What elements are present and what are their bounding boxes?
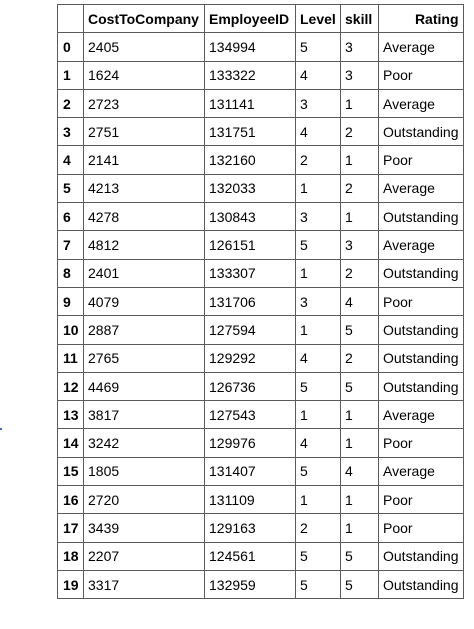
row-index: 6 (58, 203, 84, 231)
table-row (58, 570, 464, 598)
column-header-employeeid: EmployeeID (205, 5, 296, 33)
cell-level: 4 (296, 118, 341, 146)
cell-employeeid: 133307 (205, 259, 296, 287)
row-index: 13 (58, 401, 84, 429)
cell-costtocompany: 2405 (84, 33, 205, 61)
row-index: 4 (58, 146, 84, 174)
row-index: 9 (58, 287, 84, 315)
table-row (58, 61, 464, 89)
column-header-level: Level (296, 5, 341, 33)
cell-level: 5 (296, 33, 341, 61)
row-index: 16 (58, 486, 84, 514)
cell-rating: Average (379, 457, 464, 485)
dataframe-table (57, 4, 464, 599)
cell-level: 1 (296, 259, 341, 287)
table-row (58, 231, 464, 259)
cell-costtocompany: 4079 (84, 287, 205, 315)
cell-level: 1 (296, 174, 341, 202)
cell-employeeid: 131141 (205, 89, 296, 117)
table-row (58, 429, 464, 457)
cell-level: 3 (296, 89, 341, 117)
table-row (58, 514, 464, 542)
cell-level: 3 (296, 203, 341, 231)
cell-skill: 2 (341, 118, 379, 146)
row-index: 10 (58, 316, 84, 344)
cell-level: 5 (296, 457, 341, 485)
cell-costtocompany: 3242 (84, 429, 205, 457)
cell-costtocompany: 2720 (84, 486, 205, 514)
cell-rating: Average (379, 89, 464, 117)
cell-costtocompany: 3817 (84, 401, 205, 429)
cell-level: 5 (296, 372, 341, 400)
row-index: 2 (58, 89, 84, 117)
row-index: 12 (58, 372, 84, 400)
table-row (58, 118, 464, 146)
cell-level: 1 (296, 316, 341, 344)
cell-costtocompany: 2207 (84, 542, 205, 570)
cell-costtocompany: 3439 (84, 514, 205, 542)
cell-rating: Average (379, 231, 464, 259)
cell-level: 2 (296, 146, 341, 174)
cell-employeeid: 129292 (205, 344, 296, 372)
row-index: 3 (58, 118, 84, 146)
cell-level: 4 (296, 344, 341, 372)
cell-costtocompany: 2751 (84, 118, 205, 146)
cell-skill: 2 (341, 259, 379, 287)
cell-rating: Poor (379, 514, 464, 542)
cell-skill: 5 (341, 372, 379, 400)
table-row (58, 287, 464, 315)
cell-rating: Poor (379, 486, 464, 514)
cell-rating: Outstanding (379, 372, 464, 400)
cell-skill: 1 (341, 146, 379, 174)
cell-employeeid: 132959 (205, 570, 296, 598)
table-row (58, 146, 464, 174)
table-row (58, 33, 464, 61)
cell-skill: 1 (341, 514, 379, 542)
cell-level: 1 (296, 486, 341, 514)
table-row (58, 316, 464, 344)
cell-costtocompany: 4469 (84, 372, 205, 400)
cell-skill: 5 (341, 542, 379, 570)
column-header-costtocompany: CostToCompany (84, 5, 205, 33)
cell-employeeid: 126736 (205, 372, 296, 400)
table-row (58, 174, 464, 202)
cell-employeeid: 131706 (205, 287, 296, 315)
cell-employeeid: 134994 (205, 33, 296, 61)
cell-level: 5 (296, 570, 341, 598)
cell-level: 2 (296, 514, 341, 542)
cell-level: 1 (296, 401, 341, 429)
cell-skill: 2 (341, 174, 379, 202)
cell-skill: 1 (341, 89, 379, 117)
table-body (58, 33, 464, 599)
index-header (58, 5, 84, 33)
cell-employeeid: 131751 (205, 118, 296, 146)
row-index: 0 (58, 33, 84, 61)
row-index: 8 (58, 259, 84, 287)
cell-rating: Average (379, 401, 464, 429)
cell-skill: 2 (341, 344, 379, 372)
row-index: 14 (58, 429, 84, 457)
cell-costtocompany: 2723 (84, 89, 205, 117)
dataframe-output (57, 4, 464, 599)
cell-rating: Poor (379, 287, 464, 315)
cell-employeeid: 126151 (205, 231, 296, 259)
row-index: 5 (58, 174, 84, 202)
cell-rating: Average (379, 174, 464, 202)
cell-rating: Poor (379, 61, 464, 89)
table-row (58, 344, 464, 372)
row-index: 7 (58, 231, 84, 259)
table-row (58, 203, 464, 231)
row-index: 1 (58, 61, 84, 89)
cell-employeeid: 127594 (205, 316, 296, 344)
cell-skill: 1 (341, 203, 379, 231)
cell-employeeid: 124561 (205, 542, 296, 570)
cell-level: 3 (296, 287, 341, 315)
cell-employeeid: 133322 (205, 61, 296, 89)
cell-skill: 4 (341, 287, 379, 315)
cell-costtocompany: 4278 (84, 203, 205, 231)
cell-employeeid: 132160 (205, 146, 296, 174)
cell-skill: 3 (341, 231, 379, 259)
table-row (58, 372, 464, 400)
cell-employeeid: 129163 (205, 514, 296, 542)
cell-skill: 4 (341, 457, 379, 485)
cell-skill: 5 (341, 316, 379, 344)
table-row (58, 457, 464, 485)
cell-skill: 1 (341, 429, 379, 457)
header-row (58, 5, 464, 33)
row-index: 18 (58, 542, 84, 570)
row-index: 15 (58, 457, 84, 485)
cell-skill: 5 (341, 570, 379, 598)
cell-rating: Outstanding (379, 570, 464, 598)
cell-skill: 3 (341, 33, 379, 61)
cell-costtocompany: 2765 (84, 344, 205, 372)
cell-skill: 1 (341, 401, 379, 429)
cell-rating: Poor (379, 146, 464, 174)
cell-employeeid: 130843 (205, 203, 296, 231)
cell-rating: Outstanding (379, 118, 464, 146)
table-row (58, 401, 464, 429)
cell-employeeid: 131407 (205, 457, 296, 485)
cell-level: 5 (296, 542, 341, 570)
cell-employeeid: 132033 (205, 174, 296, 202)
cell-rating: Poor (379, 429, 464, 457)
cell-costtocompany: 1805 (84, 457, 205, 485)
cell-level: 4 (296, 61, 341, 89)
cell-employeeid: 131109 (205, 486, 296, 514)
cell-level: 4 (296, 429, 341, 457)
cell-level: 5 (296, 231, 341, 259)
column-header-rating: Rating (379, 5, 464, 33)
stray-mark (0, 428, 2, 430)
cell-rating: Outstanding (379, 316, 464, 344)
cell-costtocompany: 2401 (84, 259, 205, 287)
cell-costtocompany: 2887 (84, 316, 205, 344)
table-header (58, 5, 464, 33)
cell-costtocompany: 4812 (84, 231, 205, 259)
table-row (58, 89, 464, 117)
cell-skill: 1 (341, 486, 379, 514)
row-index: 11 (58, 344, 84, 372)
table-row (58, 259, 464, 287)
cell-rating: Outstanding (379, 344, 464, 372)
row-index: 17 (58, 514, 84, 542)
cell-rating: Outstanding (379, 259, 464, 287)
cell-rating: Outstanding (379, 203, 464, 231)
table-row (58, 542, 464, 570)
column-header-skill: skill (341, 5, 379, 33)
cell-skill: 3 (341, 61, 379, 89)
table-row (58, 486, 464, 514)
cell-costtocompany: 4213 (84, 174, 205, 202)
cell-employeeid: 129976 (205, 429, 296, 457)
cell-employeeid: 127543 (205, 401, 296, 429)
cell-rating: Average (379, 33, 464, 61)
row-index: 19 (58, 570, 84, 598)
cell-costtocompany: 2141 (84, 146, 205, 174)
cell-costtocompany: 1624 (84, 61, 205, 89)
cell-costtocompany: 3317 (84, 570, 205, 598)
cell-rating: Outstanding (379, 542, 464, 570)
